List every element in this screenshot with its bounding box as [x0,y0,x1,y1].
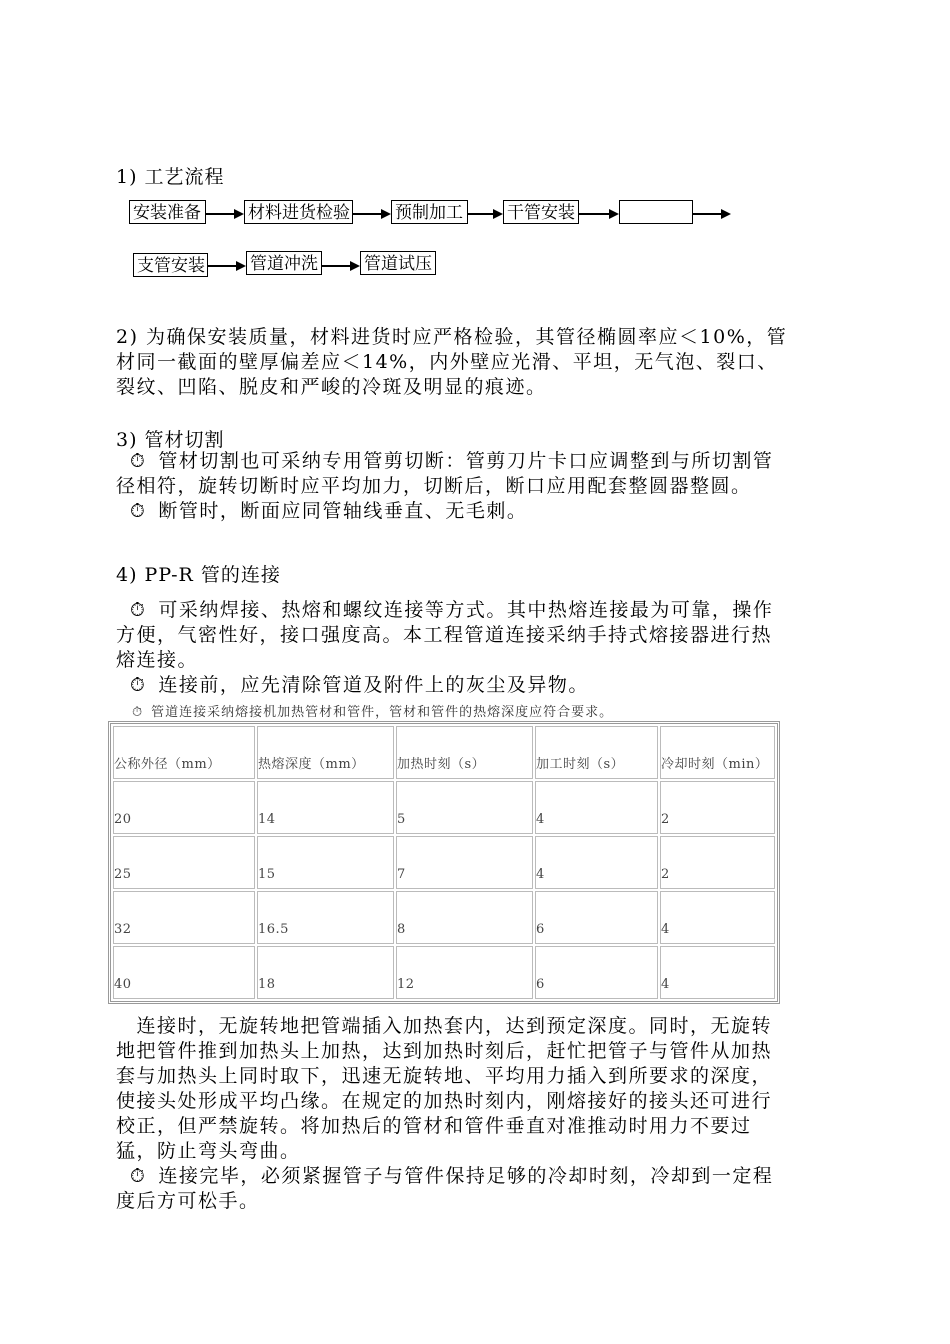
text-line: 连接完毕，必须紧握管子与管件保持足够的冷却时刻，冷却到一定程 [158,1165,774,1187]
clock-icon: ⏱ [130,1165,147,1187]
text-line: 裂纹、凹陷、脱皮和严峻的冷斑及明显的痕迹。 [116,376,547,398]
section4-body [116,598,836,698]
flow-arrow [322,265,358,267]
table-caption [132,701,613,720]
table-cell: 5 [396,781,533,834]
table-cell: 4 [660,946,775,999]
text-line: 猛，防止弯头弯曲。 [116,1140,301,1162]
table-row [113,781,775,834]
table-cell: 16.5 [257,891,394,944]
flow-arrow [206,213,242,215]
table-cell: 25 [113,836,255,889]
caption-text: 管道连接采纳熔接机加热管材和管件，管材和管件的热熔深度应符合要求。 [151,705,614,720]
table-row [113,836,775,889]
text-line: 材同一截面的壁厚偏差应＜14%，内外壁应光滑、平坦，无气泡、裂口、 [116,351,778,373]
table-cell: 8 [396,891,533,944]
flow-arrow [468,213,501,215]
table-row [113,891,775,944]
clock-icon: ⏱ [130,450,147,472]
table-cell: 14 [257,781,394,834]
table-header-cell: 公称外径（mm） [113,726,255,779]
flow-arrow [208,265,244,267]
text-line: 径相符，旋转切断时应平均加力，切断后，断口应用配套整圆器整圆。 [116,475,752,497]
text-line: 可采纳焊接、热熔和螺纹连接等方式。其中热熔连接最为可靠，操作 [158,599,774,621]
flow-step-pressure-test: 管道试压 [360,251,436,275]
clock-icon: ⏱ [132,705,144,720]
table-cell: 20 [113,781,255,834]
table-cell: 32 [113,891,255,944]
flow-step-prefab: 预制加工 [391,200,468,224]
text-line: 连接前，应先清除管道及附件上的灰尘及异物。 [158,674,589,696]
table-cell: 6 [535,946,658,999]
section1-heading: 1) 工艺流程 [116,166,225,188]
table-cell: 4 [535,781,658,834]
clock-icon: ⏱ [130,599,147,621]
flow-step-inspection: 材料进货检验 [244,200,353,224]
table-header-cell: 加热时刻（s） [396,726,533,779]
clock-icon: ⏱ [130,500,147,522]
fusion-parameters-table [108,721,780,1004]
flow-arrow [579,213,617,215]
section3-body [116,449,836,524]
text-line: 校正，但严禁旋转。将加热后的管材和管件垂直对准推动时用力不要过 [116,1115,752,1137]
table-cell: 2 [660,836,775,889]
table-header-cell: 加工时刻（s） [535,726,658,779]
table-cell: 18 [257,946,394,999]
flow-step-main-pipe: 干管安装 [503,200,579,224]
text-line: 断管时，断面应同管轴线垂直、无毛刺。 [158,500,528,522]
table-cell: 6 [535,891,658,944]
table-cell: 7 [396,836,533,889]
table-row [113,946,775,999]
flow-step-blank [619,200,693,224]
table-cell: 15 [257,836,394,889]
table-cell: 4 [535,836,658,889]
text-line: 熔连接。 [116,649,199,671]
flow-arrow [353,213,389,215]
table-cell: 2 [660,781,775,834]
flow-step-branch-pipe: 支管安装 [133,253,208,277]
text-line: 度后方可松手。 [116,1190,260,1212]
table-cell: 4 [660,891,775,944]
flow-step-prepare: 安装准备 [129,200,206,224]
table-cell: 12 [396,946,533,999]
text-line: 套与加热头上同时取下，迅速无旋转地、平均用力插入到所要求的深度， [116,1065,773,1087]
section3-heading: 3) 管材切割 [116,429,225,451]
table-header-cell: 热熔深度（mm） [257,726,394,779]
flow-arrow [693,213,729,215]
table-cell: 40 [113,946,255,999]
clock-icon: ⏱ [130,674,147,696]
flow-step-flush: 管道冲洗 [246,251,322,275]
section4-heading: 4) PP-R 管的连接 [116,564,281,586]
table-header-cell: 冷却时刻（min） [660,726,775,779]
text-line: 地把管件推到加热头上加热，达到加热时刻后，赶忙把管子与管件从加热 [116,1040,773,1062]
text-line: 管材切割也可采纳专用管剪切断：管剪刀片卡口应调整到与所切割管 [158,450,774,472]
text-line: 使接头处形成平均凸缘。在规定的加热时刻内，刚熔接好的接头还可进行 [116,1090,773,1112]
text-line: 连接时，无旋转地把管端插入加热套内，达到预定深度。同时，无旋转 [116,1015,773,1037]
text-line: 2) 为确保安装质量，材料进货时应严格检验，其管径椭圆率应＜10%，管 [116,326,788,348]
table-header-row [113,726,775,779]
text-line: 方便，气密性好，接口强度高。本工程管道连接采纳手持式熔接器进行热 [116,624,773,646]
closing-paragraph [116,1014,836,1214]
section2-paragraph [116,325,836,400]
